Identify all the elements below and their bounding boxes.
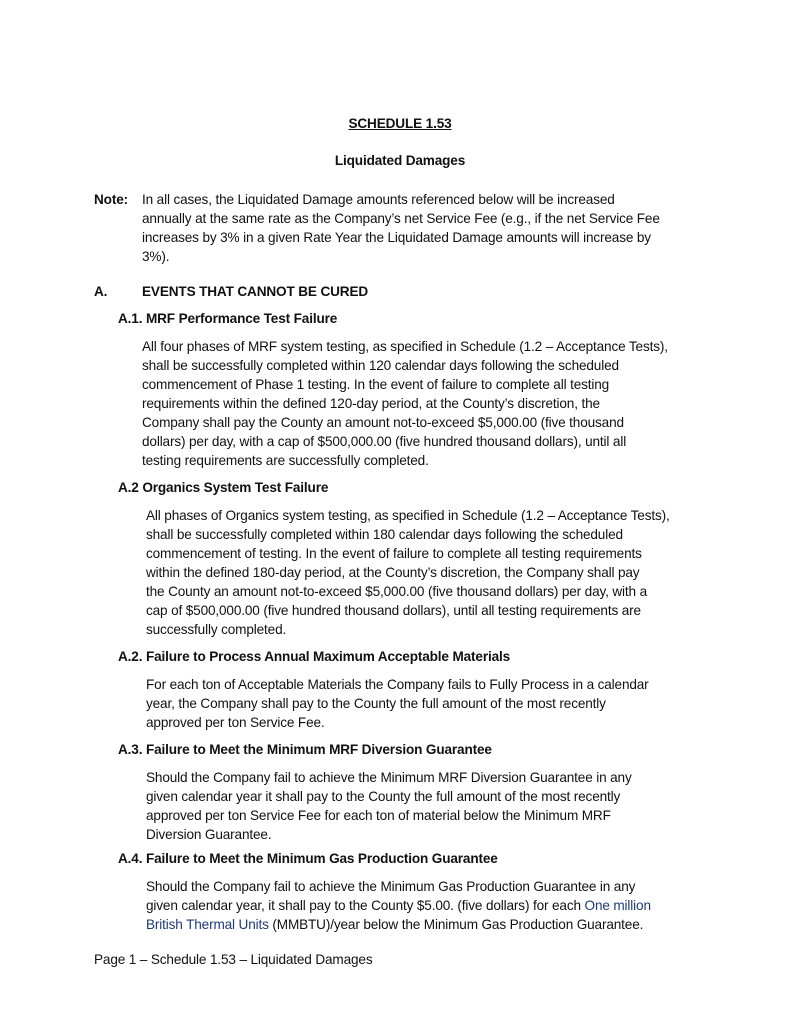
a4-line-2 xyxy=(146,897,651,915)
mmbtu-link-cont[interactable]: British Thermal Units xyxy=(146,917,269,932)
subsection-body-line: given calendar year it shall pay to the County the full amount of the most recently xyxy=(146,789,621,804)
subsection-body-line: commencement of Phase 1 testing. In the event of failure to complete all testing xyxy=(142,377,610,392)
note-line: In all cases, the Liquidated Damage amounts referenced below will be increased xyxy=(142,192,615,207)
subsection-body-line: Should the Company fail to achieve the Minimum Gas Production Guarantee in any xyxy=(146,879,636,894)
a4-line-3 xyxy=(146,916,643,934)
note-label: Note: xyxy=(94,192,128,207)
subsection-body-line: commencement of testing. In the event of failure to complete all testing requirements xyxy=(146,546,642,561)
subsection-heading: A.2. Failure to Process Annual Maximum Acceptable Materials xyxy=(118,649,511,664)
subsection-body-line: shall be successfully completed within 120 calendar days following the scheduled xyxy=(142,358,619,373)
section-a-heading: EVENTS THAT CANNOT BE CURED xyxy=(142,284,369,299)
subsection-body-line: approved per ton Service Fee. xyxy=(146,715,325,730)
subsection-body-line: successfully completed. xyxy=(146,622,287,637)
note-line: increases by 3% in a given Rate Year the Liquidated Damage amounts will increase by xyxy=(142,230,651,245)
subsection-body-line: shall be successfully completed within 180 calendar days following the scheduled xyxy=(146,527,623,542)
subsection-heading: A.1. MRF Performance Test Failure xyxy=(118,311,338,326)
note-line: annually at the same rate as the Company’s net Service Fee (e.g., if the net Service Fee xyxy=(142,211,660,226)
note-line: 3%). xyxy=(142,249,170,264)
subsection-body-line: All phases of Organics system testing, as specified in Schedule (1.2 – Acceptance Tests), xyxy=(146,508,670,523)
subsection-body-line: dollars) per day, with a cap of $500,000.00 (five hundred thousand dollars), until all xyxy=(142,434,627,449)
subsection-body-line: Company shall pay the County an amount not-to-exceed $5,000.00 (five thousand xyxy=(142,415,624,430)
section-a-number: A. xyxy=(94,284,108,299)
subsection-body-line: Should the Company fail to achieve the Minimum MRF Diversion Guarantee in any xyxy=(146,770,632,785)
subsection-body-line: the County an amount not-to-exceed $5,000.00 (five thousand dollars) per day, with a xyxy=(146,584,648,599)
a4-line-2-text: given calendar year, it shall pay to the County $5.00. (five dollars) for each xyxy=(146,898,585,913)
schedule-title: SCHEDULE 1.53 xyxy=(348,116,452,131)
page-footer: Page 1 – Schedule 1.53 – Liquidated Damages xyxy=(94,952,373,967)
subsection-body-line: requirements within the defined 120-day period, at the County’s discretion, the xyxy=(142,396,600,411)
mmbtu-link[interactable]: One million xyxy=(584,898,651,913)
subsection-body-line: All four phases of MRF system testing, as specified in Schedule (1.2 – Acceptance Tests), xyxy=(142,339,668,354)
subsection-heading: A.2 Organics System Test Failure xyxy=(118,480,329,495)
schedule-subtitle: Liquidated Damages xyxy=(334,153,466,168)
subsection-body-line: cap of $500,000.00 (five hundred thousand dollars), until all testing requirements are xyxy=(146,603,641,618)
subsection-body-line: Diversion Guarantee. xyxy=(146,827,272,842)
subsection-body-line: approved per ton Service Fee for each ton of material below the Minimum MRF xyxy=(146,808,611,823)
subsection-body-line: within the defined 180-day period, at the County’s discretion, the Company shall pay xyxy=(146,565,640,580)
subsection-heading: A.3. Failure to Meet the Minimum MRF Diversion Guarantee xyxy=(118,742,492,757)
subsection-body-line: testing requirements are successfully completed. xyxy=(142,453,429,468)
subsection-body-line: For each ton of Acceptable Materials the Company fails to Fully Process in a calendar xyxy=(146,677,649,692)
subsection-body-line: year, the Company shall pay to the County the full amount of the most recently xyxy=(146,696,606,711)
subsection-heading: A.4. Failure to Meet the Minimum Gas Production Guarantee xyxy=(118,851,498,866)
a4-line-3-text: (MMBTU)/year below the Minimum Gas Production Guarantee. xyxy=(268,917,644,932)
